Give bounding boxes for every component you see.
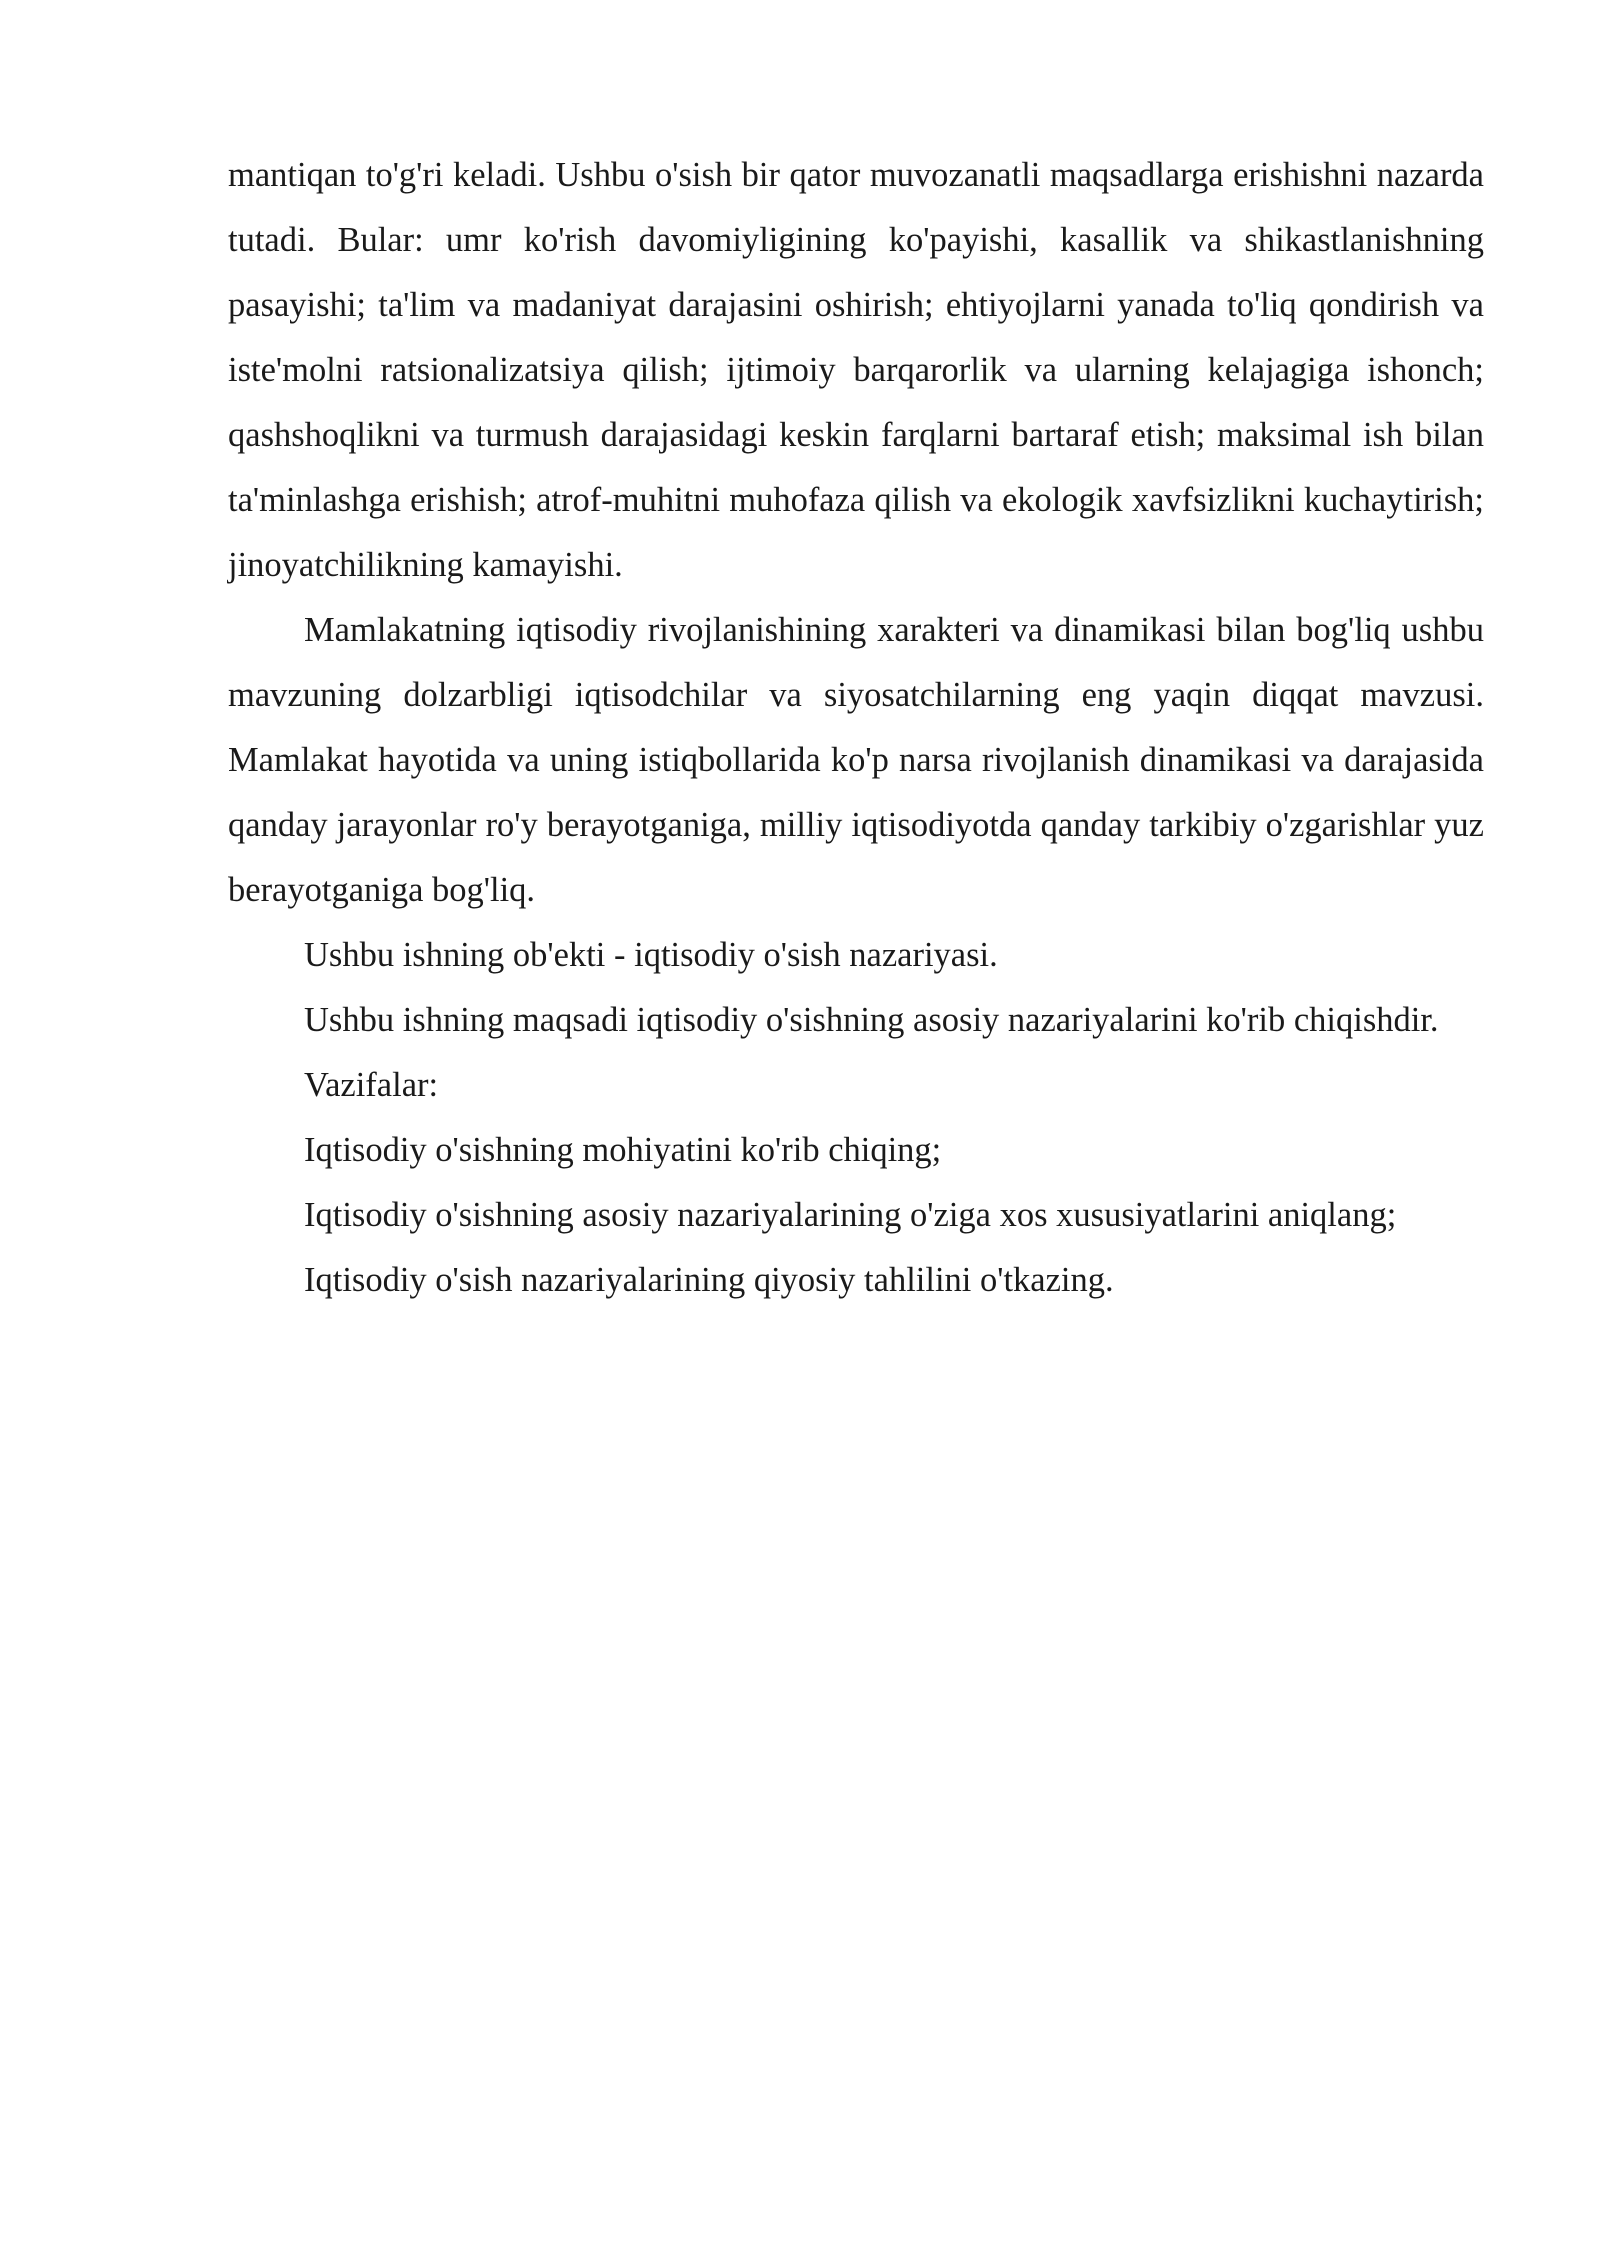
paragraph-goal: Ushbu ishning maqsadi iqtisodiy o'sishning asosiy nazariyalarini ko'rib chiqishdir. (304, 1001, 1439, 1039)
paragraph-task-1: Iqtisodiy o'sishning mohiyatini ko'rib chiqing; (304, 1131, 942, 1169)
paragraph-relevance: Mamlakatning iqtisodiy rivojlanishining xarakteri va dinamikasi bilan bog'liq ushbu mavzuning dolzarbligi iqtisodchilar va siyosatchilarning eng yaqin diqqat mavzusi. Mamlakat hayotida va uning istiqbollarida ko'p narsa rivojlanish dinamikasi va darajasida qanday jarayonlar ro'y berayotganiga, milliy iqtisodiyotda qanday tarkibiy o'zgarishlar yuz berayotganiga bog'liq. (228, 611, 1484, 909)
paragraph-continuation: mantiqan to'g'ri keladi. Ushbu o'sish bir qator muvozanatli maqsadlarga erishishni nazarda tutadi. Bular: umr ko'rish davomiyligining ko'payishi, kasallik va shikastlanishning pasayishi; ta'lim va madaniyat darajasini oshirish; ehtiyojlarni yanada to'liq qondirish va iste'molni ratsionalizatsiya qilish; ijtimoiy barqarorlik va ularning kelajagiga ishonch; qashshoqlikni va turmush darajasidagi keskin farqlarni bartaraf etish; maksimal ish bilan ta'minlashga erishish; atrof-muhitni muhofaza qilish va ekologik xavfsizlikni kuchaytirish; jinoyatchilikning kamayishi. (228, 156, 1484, 584)
paragraph-tasks-heading: Vazifalar: (304, 1066, 439, 1104)
paragraph-task-3: Iqtisodiy o'sish nazariyalarining qiyosiy tahlilini o'tkazing. (304, 1261, 1114, 1299)
paragraph-task-2: Iqtisodiy o'sishning asosiy nazariyalarining o'ziga xos xususiyatlarini aniqlang; (304, 1196, 1397, 1234)
document-body (228, 143, 1484, 1313)
paragraph-object: Ushbu ishning ob'ekti - iqtisodiy o'sish nazariyasi. (304, 936, 998, 974)
